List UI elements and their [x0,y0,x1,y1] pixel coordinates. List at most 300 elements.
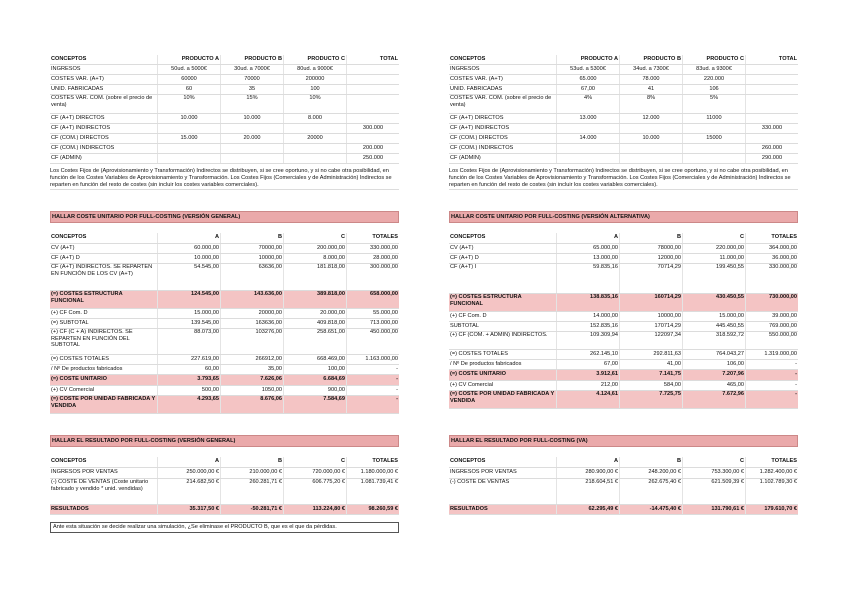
row-value: 60000 [158,75,221,84]
row-value: PRODUCTO B [620,55,683,64]
table-row [449,391,798,409]
table-row [449,75,798,85]
row-value: 78.000 [620,75,683,84]
row-value: 88.073,00 [158,329,221,354]
row-value: 160714,29 [620,294,683,311]
row-value [347,95,399,113]
table-row [449,332,798,350]
row-label: COSTES VAR. (A+T) [449,75,557,84]
row-label: / Nº De productos fabricados [50,365,158,374]
row-value: 262.145,10 [557,350,620,359]
row-value: C [284,233,347,243]
row-value: 584,00 [620,381,683,390]
row-value [746,134,798,143]
row-value: 15.000 [158,134,221,143]
row-value: 20000 [284,134,347,143]
table-row [50,85,399,95]
row-value: 50ud. a 5000€ [158,65,221,74]
row-value [620,154,683,163]
row-value: 330.000,00 [769,264,797,270]
row-label: (=) COSTE UNITARIO [449,370,557,380]
row-label: INGRESOS [449,65,557,74]
table-header [50,233,399,244]
row-value: 668.469,00 [284,355,347,364]
row-value [158,124,221,133]
final-note: Ante esta situación se decide realizar una simulación, ¿Se eliminase el PRODUCTO B, que es el que da pérdidas. [50,522,399,533]
row-value: 11.000,00 [683,254,746,263]
row-value: B [620,457,683,467]
row-label: (-) COSTE DE VENTAS (Coste unitario fabricado y vendido * unid. vendidas) [50,479,158,504]
row-value: 200.000,00 [284,244,347,253]
row-value: 10.000 [158,114,221,123]
table-row [50,264,399,291]
row-value: 20.000,00 [284,309,347,318]
row-value: 7.584,69 [284,396,347,413]
row-value: 124.545,00 [158,291,221,308]
row-value: 292.811,63 [620,350,683,359]
section-heading [50,435,399,447]
row-value: 218.604,51 € [557,479,620,504]
table-row [50,65,399,75]
row-value: 170714,29 [620,322,683,331]
row-label: CF (ADMIN) [50,154,158,163]
row-label: CONCEPTOS [50,233,158,243]
table-row [50,134,399,144]
row-label: CF (COM.) INDIRECTOS [50,144,158,153]
row-value: 65.000 [557,75,620,84]
row-value: 658.000,00 [370,291,398,297]
row-label: CF (A+T) I [449,264,557,293]
table-row [50,291,399,309]
row-value: 212,00 [557,381,620,390]
row-value: C [284,457,347,467]
row-value: B [221,233,284,243]
row-value: 8% [620,95,683,113]
row-value: 1.319.000,00 [764,351,797,357]
row-value: 260.000 [761,145,783,151]
row-value: 152.835,16 [557,322,620,331]
row-label: (=) COSTES ESTRUCTURA FUNCIONAL [449,294,557,311]
row-value: 500,00 [158,386,221,395]
row-value: PRODUCTO C [284,55,347,64]
row-value: 13.000 [557,114,620,123]
row-value: - [795,371,797,377]
row-label: CF (A+T) DIRECTOS [449,114,557,123]
row-value: 60.000,00 [158,244,221,253]
table-row [449,254,798,264]
table-row [449,85,798,95]
row-value: 7.672,96 [683,391,746,408]
row-value: 15000 [683,134,746,143]
row-value: 35,00 [221,365,284,374]
row-label: (=) COSTES TOTALES [449,350,557,359]
row-value: 10% [284,95,347,113]
table-row [449,312,798,322]
table-row [50,355,399,365]
row-value: PRODUCTO B [221,55,284,64]
row-value: 20.000 [221,134,284,143]
row-value: 100,00 [284,365,347,374]
table-row [449,264,798,294]
table-row [449,95,798,114]
row-value: 10000,00 [620,312,683,321]
section-title: HALLAR EL RESULTADO POR FULL-COSTING (VA) [451,438,588,444]
row-value: 55.000,00 [373,310,398,316]
row-label: INGRESOS [50,65,158,74]
row-value: TOTAL [379,56,398,62]
row-value: 210.000,00 € [221,468,284,478]
table-row [449,479,798,505]
row-label: UNID. FABRICADAS [50,85,158,94]
table-row [50,396,399,414]
row-value [683,154,746,163]
row-value: 10.000 [620,134,683,143]
row-value: 109.309,94 [557,332,620,349]
row-value: - [396,396,398,402]
row-value: 15% [221,95,284,113]
table-row [50,114,399,124]
table-row [50,244,399,254]
row-value: 7.141,75 [620,370,683,380]
table-block [449,457,798,515]
row-value: 250.000 [362,155,384,161]
row-label: CONCEPTOS [449,55,557,64]
row-value: 409.818,00 [284,319,347,328]
table-block [50,55,399,164]
row-value: PRODUCTO C [683,55,746,64]
row-label: CF (A+T) DIRECTOS [50,114,158,123]
row-value: PRODUCTO A [158,55,221,64]
row-value: 63636,00 [221,264,284,290]
table-row [50,365,399,375]
row-value: 8.000,00 [284,254,347,263]
row-value: 280.900,00 € [557,468,620,478]
row-label: CONCEPTOS [50,55,158,64]
row-value: 8.676,06 [221,396,284,413]
row-value: TOTALES [771,458,797,464]
row-value [683,144,746,153]
row-value: 214.682,50 € [158,479,221,504]
table-block [449,233,798,409]
row-value [683,124,746,133]
row-value: 1.180.000,00 € [360,469,398,475]
table-row [449,134,798,144]
row-value: 98.260,59 € [368,506,398,512]
section-heading [449,435,798,447]
table-row [449,370,798,381]
row-value: 450.000,00 [370,329,398,335]
row-value: 67,00 [557,360,620,369]
row-value: B [221,457,284,467]
row-value: 330.000 [761,125,783,131]
table-block [449,55,798,164]
row-value: 8.000 [284,114,347,123]
row-label: COSTES VAR. COM. (sobre el precio de venta) [449,95,557,113]
table-row [449,294,798,312]
row-label: INGRESOS POR VENTAS [449,468,557,478]
row-value: 11000 [683,114,746,123]
row-value: 35.317,50 € [158,505,221,514]
row-value [284,144,347,153]
row-label: RESULTADOS [50,505,158,514]
row-value: 12000,00 [620,254,683,263]
row-value: 200.000 [362,145,384,151]
row-label: (=) SUBTOTAL [50,319,158,328]
row-value: 720.000,00 € [284,468,347,478]
row-value [221,124,284,133]
row-value: 606.775,20 € [284,479,347,504]
row-label: CF (COM.) DIRECTOS [449,134,557,143]
row-value: 39.000,00 [772,313,797,319]
table-row [50,505,399,515]
row-value: 4.124,61 [557,391,620,408]
table-row [50,309,399,319]
note-text: Los Costes Fijos de (Aprovisionamiento y Transformación) Indirectos se distribuyen, si se cree oportuno, y si no cabe otra posibilidad, en función de los Costes Variables de Aprovisionamiento y Transformación. Los Costes Fijos (Comerciales y de Administración) Indirectos se reparten en función del resto de costes (sin incluir los costes variables comerciales). [449,168,798,190]
section-title: HALLAR EL RESULTADO POR FULL-COSTING (VERSIÓN GENERAL) [52,438,236,444]
row-value: 106 [683,85,746,94]
note-text: Los Costes Fijos de (Aprovisionamiento y Transformación) Indirectos se distribuyen, si se cree oportuno, y si no cabe otra posibilidad, en función de los Costes Variables de Aprovisionamiento y Transformación. Los Costes Fijos (Comerciales y de Administración) Indirectos se reparten en función del resto de costes (sin incluir los costes variables comerciales). [50,168,399,190]
row-value: 138.835,16 [557,294,620,311]
row-value: 30ud. a 7000€ [221,65,284,74]
table-row [449,244,798,254]
row-value: 389.818,00 [284,291,347,308]
row-label: (-) COSTE DE VENTAS [449,479,557,504]
row-value: 300.000,00 [370,264,398,270]
row-value: TOTALES [372,458,398,464]
row-value: 220.000,00 [683,244,746,253]
table-row [50,154,399,164]
table-row [50,386,399,396]
row-value: 1.102.789,30 € [759,479,797,485]
row-label: COSTES VAR. COM. (sobre el precio de venta) [50,95,158,113]
row-label: CONCEPTOS [449,457,557,467]
table-row [50,75,399,85]
row-value: 3.912,61 [557,370,620,380]
table-row [449,468,798,479]
row-value: - [795,391,797,397]
row-label: CF (A+T) D [449,254,557,263]
row-value: 80ud. a 9000€ [284,65,347,74]
row-value: 1.282.400,00 € [759,469,797,475]
row-value: 179.610,70 € [764,506,797,512]
table-row [449,124,798,134]
row-label: (=) COSTE POR UNIDAD FABRICADA Y VENDIDA [449,391,557,408]
row-value: 364.000,00 [769,245,797,251]
row-label: (=) COSTE UNITARIO [50,375,158,385]
row-label: CV (A+T) [50,244,158,253]
row-value: 83ud. a 9300€ [683,65,746,74]
row-value: 262.675,40 € [620,479,683,504]
row-value: 260.281,71 € [221,479,284,504]
table-header [449,233,798,244]
row-value: 769.000,00 [769,323,797,329]
row-value [620,124,683,133]
table-row [449,65,798,75]
row-label: / Nº De productos fabricados [449,360,557,369]
row-value: 41,00 [620,360,683,369]
row-value: 122097,34 [620,332,683,349]
row-value: 20000,00 [221,309,284,318]
table-row [449,381,798,391]
row-label: CV (A+T) [449,244,557,253]
row-value: 5% [683,95,746,113]
row-value [746,65,798,74]
row-value: 139.545,00 [158,319,221,328]
row-value [746,85,798,94]
row-value: - [396,376,398,382]
table-header [50,55,399,65]
row-value: 730.000,00 [769,294,797,300]
row-value: -14.475,40 € [620,505,683,514]
row-label: (=) COSTE POR UNIDAD FABRICADA Y VENDIDA [50,396,158,413]
table-row [50,329,399,355]
table-row [449,360,798,370]
row-label: RESULTADOS [449,505,557,514]
row-value [347,85,399,94]
row-label: (=) COSTES TOTALES [50,355,158,364]
row-value: 1.081.739,41 € [360,479,398,485]
table-row [50,124,399,134]
table-row [50,468,399,479]
row-value: TOTALES [372,234,398,240]
row-value [284,124,347,133]
row-value: 36.000,00 [772,255,797,261]
row-value [221,144,284,153]
row-value: 258.651,00 [284,329,347,354]
row-label: (+) CF Com. D [449,312,557,321]
row-value: 200000 [284,75,347,84]
row-value: 10000,00 [221,254,284,263]
table-row [449,114,798,124]
row-value [347,75,399,84]
table-row [50,375,399,386]
row-value: 15.000,00 [158,309,221,318]
row-value [746,75,798,84]
row-value [347,114,399,123]
row-value: 1050,00 [221,386,284,395]
section-heading [50,211,399,223]
row-value: 1.163.000,00 [365,356,398,362]
row-value: 10.000,00 [158,254,221,263]
row-value [347,65,399,74]
table-header [449,55,798,65]
table-row [449,322,798,332]
row-value: TOTALES [771,234,797,240]
table-row [50,319,399,329]
table-row [50,144,399,154]
table-row [50,479,399,505]
row-value [158,154,221,163]
table-block [50,233,399,414]
row-value [284,154,347,163]
row-value: 10.000 [221,114,284,123]
row-value [557,144,620,153]
row-value [221,154,284,163]
row-label: COSTES VAR. (A+T) [50,75,158,84]
row-value [746,114,798,123]
row-label: (+) CF (COM. + ADMIN) INDIRECTOS. [449,332,557,349]
row-value: TOTAL [778,56,797,62]
row-value: 465,00 [683,381,746,390]
row-label: CF (COM.) DIRECTOS [50,134,158,143]
row-value: - [396,366,398,372]
row-value: 7.626,06 [221,375,284,385]
row-value: 12.000 [620,114,683,123]
table-row [449,505,798,515]
row-value: 318.592,72 [683,332,746,349]
row-value [620,144,683,153]
row-value: - [396,387,398,393]
section-title: HALLAR COSTE UNITARIO POR FULL-COSTING (VERSIÓN ALTERNATIVA) [451,214,650,220]
row-value: 143.636,00 [221,291,284,308]
row-value: 103276,00 [221,329,284,354]
row-value: C [683,233,746,243]
row-value: 13.000,00 [557,254,620,263]
row-label: (+) CF Com. D [50,309,158,318]
row-value: 113.224,80 € [284,505,347,514]
row-value: 10% [158,95,221,113]
row-value: 67,00 [557,85,620,94]
row-value: 34ud. a 7300€ [620,65,683,74]
row-label: CONCEPTOS [50,457,158,467]
table-block [50,457,399,515]
row-value: 70000 [221,75,284,84]
row-value: C [683,457,746,467]
row-value: 181.818,00 [284,264,347,290]
row-value: 100 [284,85,347,94]
row-value: A [158,233,221,243]
row-label: UNID. FABRICADAS [449,85,557,94]
row-value: 131.790,61 € [683,505,746,514]
row-value: 248.200,00 € [620,468,683,478]
row-value: 250.000,00 € [158,468,221,478]
table-header [50,457,399,468]
row-value: 15.000,00 [683,312,746,321]
row-value: 4.293,65 [158,396,221,413]
table-header [449,457,798,468]
row-value: 70000,00 [221,244,284,253]
row-value: 106,00 [683,360,746,369]
row-value: 900,00 [284,386,347,395]
row-value: 60 [158,85,221,94]
table-row [50,95,399,114]
row-value: 65.000,00 [557,244,620,253]
table-row [449,154,798,164]
row-value: 764.043,27 [683,350,746,359]
row-value: B [620,233,683,243]
row-value: 7.725,75 [620,391,683,408]
row-value: 199.450,55 [683,264,746,293]
row-value: PRODUCTO A [557,55,620,64]
row-value: 330.000,00 [370,245,398,251]
row-value: 550.000,00 [769,332,797,338]
row-value: 753.300,00 € [683,468,746,478]
row-value [557,124,620,133]
row-value: 35 [221,85,284,94]
row-value: - [795,382,797,388]
table-row [449,144,798,154]
row-value: 41 [620,85,683,94]
row-label: (+) CV Comercial [50,386,158,395]
row-label: CONCEPTOS [449,233,557,243]
row-label: CF (ADMIN) [449,154,557,163]
row-value: 14.000,00 [557,312,620,321]
row-value: 4% [557,95,620,113]
row-value: 6.684,69 [284,375,347,385]
row-value: 54.545,00 [158,264,221,290]
row-label: CF (A+T) INDIRECTOS [50,124,158,133]
row-value: 62.295,49 € [557,505,620,514]
